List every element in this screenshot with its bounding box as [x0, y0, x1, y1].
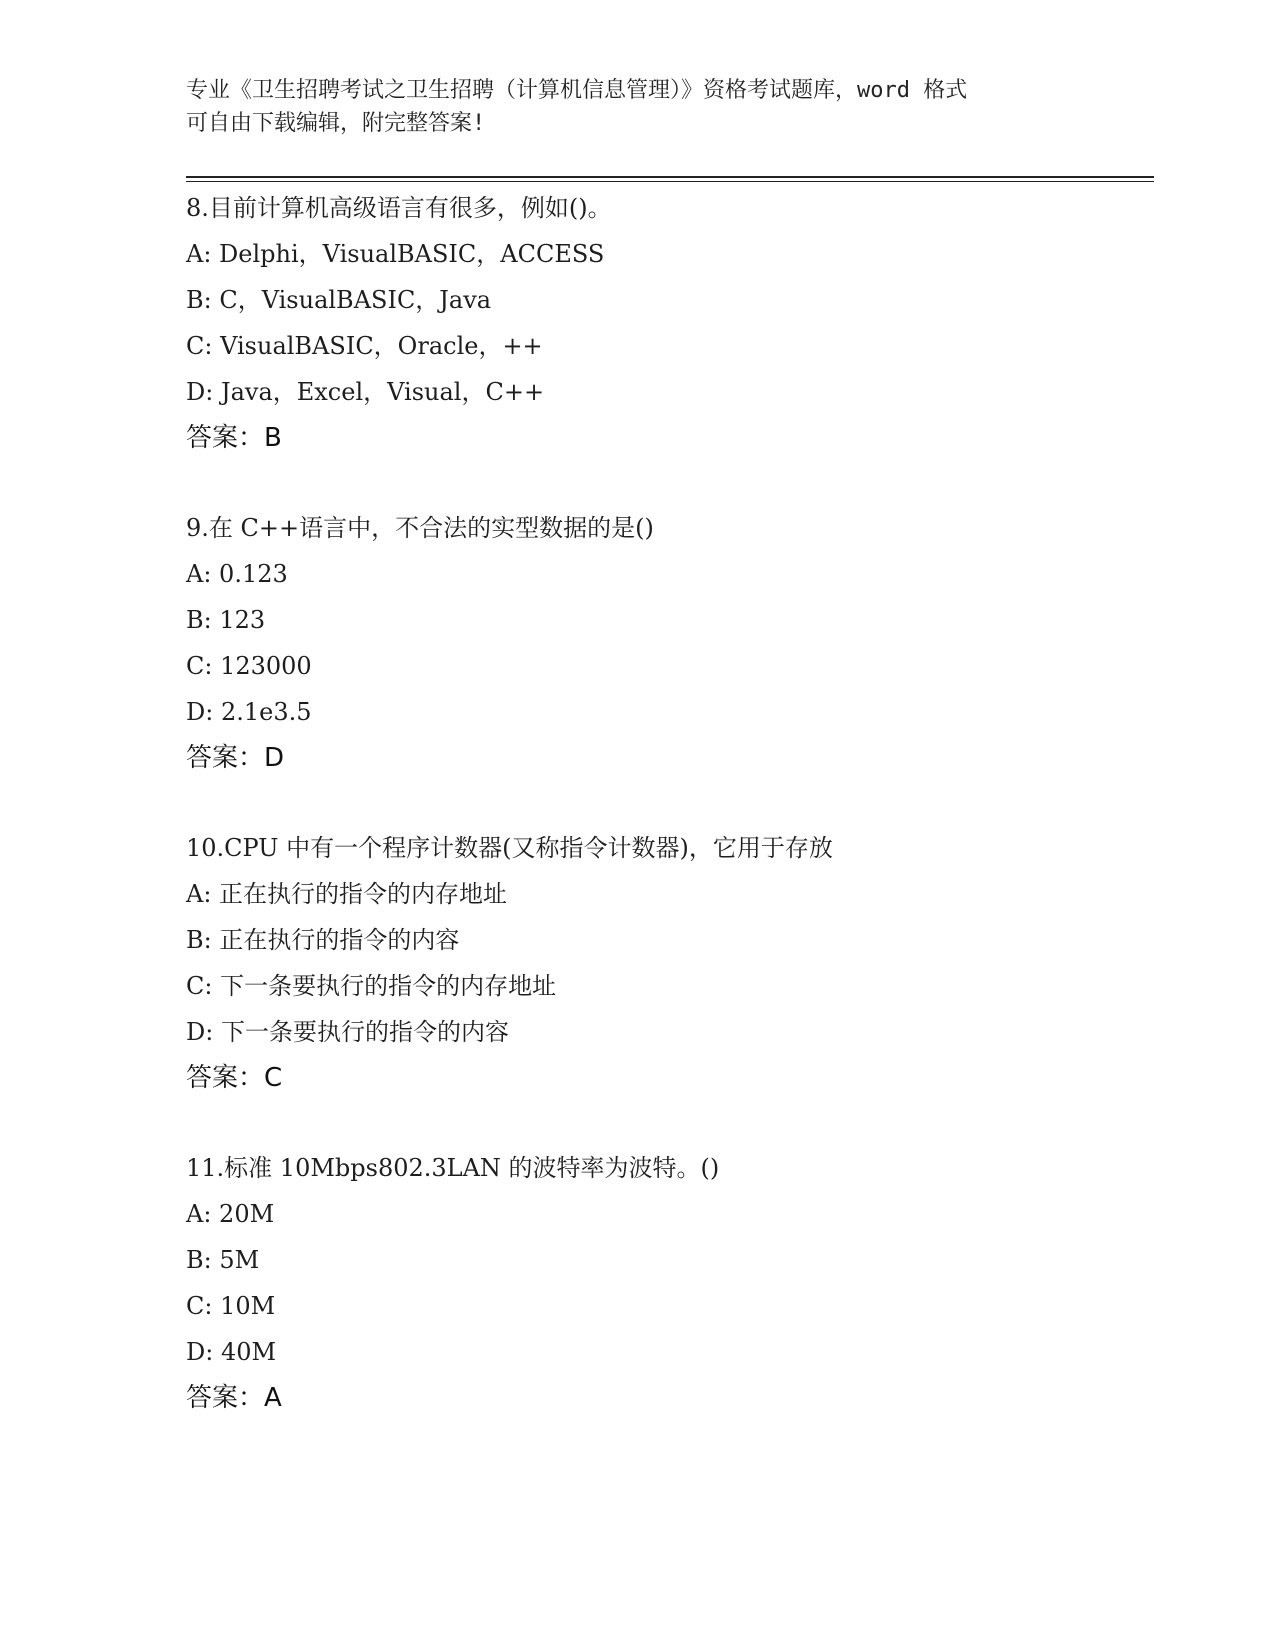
option-b: B: 5M — [186, 1246, 260, 1274]
option-d: D: 2.1e3.5 — [186, 698, 312, 726]
answer-line: 答案：C — [186, 1063, 283, 1093]
document-header — [186, 74, 1086, 140]
answer-line: 答案：D — [186, 743, 285, 773]
question-block — [186, 505, 1146, 781]
option-c: C: 下一条要执行的指令的内存地址 — [186, 972, 557, 1000]
question-stem: 11.标准 10Mbps802.3LAN 的波特率为波特。() — [186, 1154, 720, 1182]
option-c: C: 123000 — [186, 652, 312, 680]
option-d: D: 40M — [186, 1338, 277, 1366]
question-block — [186, 825, 1146, 1101]
header-divider-thin — [186, 181, 1154, 182]
answer-line: 答案：A — [186, 1383, 282, 1413]
option-a: A: 正在执行的指令的内存地址 — [186, 880, 508, 908]
question-stem: 9.在 C++语言中，不合法的实型数据的是() — [186, 514, 654, 542]
question-stem: 10.CPU 中有一个程序计数器(又称指令计数器)，它用于存放 — [186, 834, 833, 862]
header-line-1: 专业《卫生招聘考试之卫生招聘（计算机信息管理）》资格考试题库，word 格式 — [186, 78, 968, 103]
header-divider-thick — [186, 176, 1154, 178]
option-c: C: VisualBASIC，Oracle，++ — [186, 332, 543, 360]
option-a: A: 0.123 — [186, 560, 288, 588]
option-b: B: 正在执行的指令的内容 — [186, 926, 460, 954]
header-line-2: 可自由下载编辑，附完整答案! — [186, 111, 486, 136]
option-c: C: 10M — [186, 1292, 276, 1320]
option-a: A: Delphi，VisualBASIC，ACCESS — [186, 240, 605, 268]
answer-line: 答案：B — [186, 423, 282, 453]
option-d: D: Java，Excel，Visual，C++ — [186, 378, 545, 406]
option-b: B: 123 — [186, 606, 266, 634]
option-b: B: C，VisualBASIC，Java — [186, 286, 492, 314]
question-block — [186, 185, 1146, 461]
option-d: D: 下一条要执行的指令的内容 — [186, 1018, 509, 1046]
question-block — [186, 1145, 1146, 1421]
question-stem: 8.目前计算机高级语言有很多，例如()。 — [186, 194, 612, 222]
option-a: A: 20M — [186, 1200, 275, 1228]
